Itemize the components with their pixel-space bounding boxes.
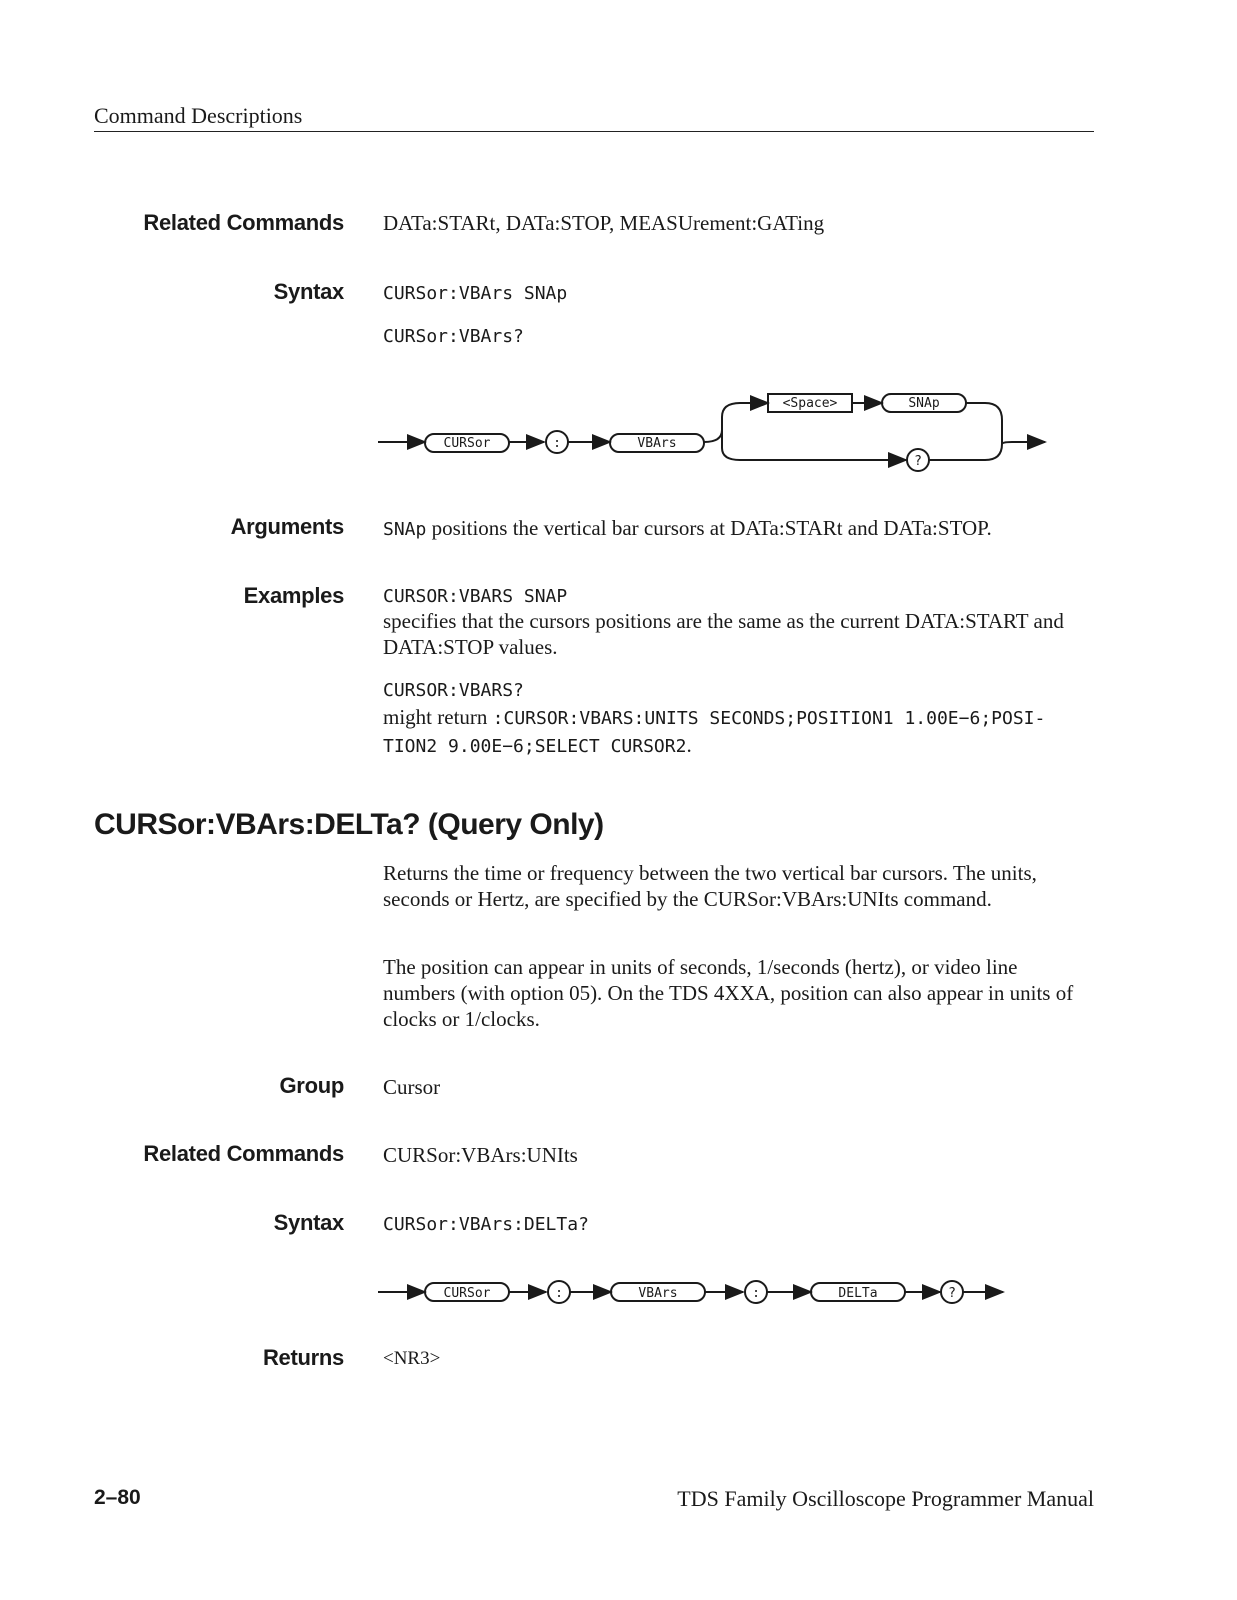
- delta-label-colon-1: :: [555, 1286, 563, 1301]
- header-rule: [94, 131, 1094, 132]
- diagram-label-query: ?: [914, 454, 922, 469]
- arguments-keyword: SNAp: [383, 519, 427, 540]
- delta-label-delta: DELTa: [838, 1286, 878, 1301]
- arguments-label: Arguments: [230, 514, 344, 539]
- example-2-suffix: .: [686, 733, 692, 757]
- diagram-label-space: <Space>: [782, 396, 838, 411]
- related-commands-label-2: Related Commands: [143, 1141, 344, 1166]
- diagram-label-snap: SNAp: [908, 396, 940, 411]
- syntax-line-1: CURSor:VBArs SNAp: [383, 283, 568, 304]
- entry-note: The position can appear in units of seconds, 1/seconds (hertz), or video line numbers (with option 05). On the TDS 4XXA, position can also appear in units of clocks or 1/clocks.: [383, 955, 1074, 1031]
- syntax-diagram-delta: [0, 1270, 1237, 1315]
- diagram-label-colon: :: [553, 436, 561, 451]
- example-2-description: [383, 704, 1096, 760]
- footer-manual-title: TDS Family Oscilloscope Programmer Manual: [677, 1486, 1094, 1511]
- diagram-label-cursor: CURSor: [443, 436, 491, 451]
- related-commands-label: Related Commands: [143, 210, 344, 235]
- returns-value: <NR3>: [383, 1348, 441, 1369]
- delta-label-colon-2: :: [752, 1286, 760, 1301]
- syntax-label: Syntax: [273, 279, 344, 304]
- example-2-code: CURSOR:VBARS?: [383, 680, 524, 701]
- arguments-description: positions the vertical bar cursors at DATa:STARt and DATa:STOP.: [426, 516, 992, 540]
- page-number: 2–80: [94, 1486, 141, 1509]
- section-heading: CURSor:VBArs:DELTa? (Query Only): [94, 808, 604, 841]
- example-2-return-line-1: :CURSOR:VBARS:UNITS SECONDS;POSITION1 1.00E−6;POSI-: [492, 708, 1046, 729]
- example-2-return-line-2: TION2 9.00E−6;SELECT CURSOR2: [383, 736, 687, 757]
- syntax-line-2: CURSor:VBArs?: [383, 326, 524, 347]
- returns-label: Returns: [262, 1345, 344, 1370]
- delta-label-vbars: VBArs: [638, 1286, 678, 1301]
- example-1-code: CURSOR:VBARS SNAP: [383, 586, 568, 607]
- running-header: Command Descriptions: [94, 103, 303, 128]
- diagram-label-vbars: VBArs: [637, 436, 677, 451]
- syntax-diagram-vbars: [0, 380, 1237, 480]
- delta-label-cursor: CURSor: [443, 1286, 491, 1301]
- related-commands-value: DATa:STARt, DATa:STOP, MEASUrement:GATing: [383, 211, 825, 235]
- group-value: Cursor: [383, 1075, 441, 1099]
- related-commands-value-2: CURSor:VBArs:UNIts: [383, 1143, 578, 1167]
- delta-label-query: ?: [948, 1286, 956, 1301]
- group-label: Group: [279, 1073, 344, 1098]
- arguments-text: [383, 515, 1096, 543]
- example-2-prefix: might return: [383, 705, 493, 729]
- example-1-description: specifies that the cursors positions are the same as the current DATA:START and DATA:STOP values.: [383, 609, 1064, 659]
- syntax-line-delta: CURSor:VBArs:DELTa?: [383, 1214, 589, 1235]
- examples-label: Examples: [243, 583, 344, 608]
- entry-description: Returns the time or frequency between the two vertical bar cursors. The units, seconds or Hertz, are specified by the CURSor:VBArs:UNIts command.: [383, 861, 1037, 911]
- syntax-label-2: Syntax: [273, 1210, 344, 1235]
